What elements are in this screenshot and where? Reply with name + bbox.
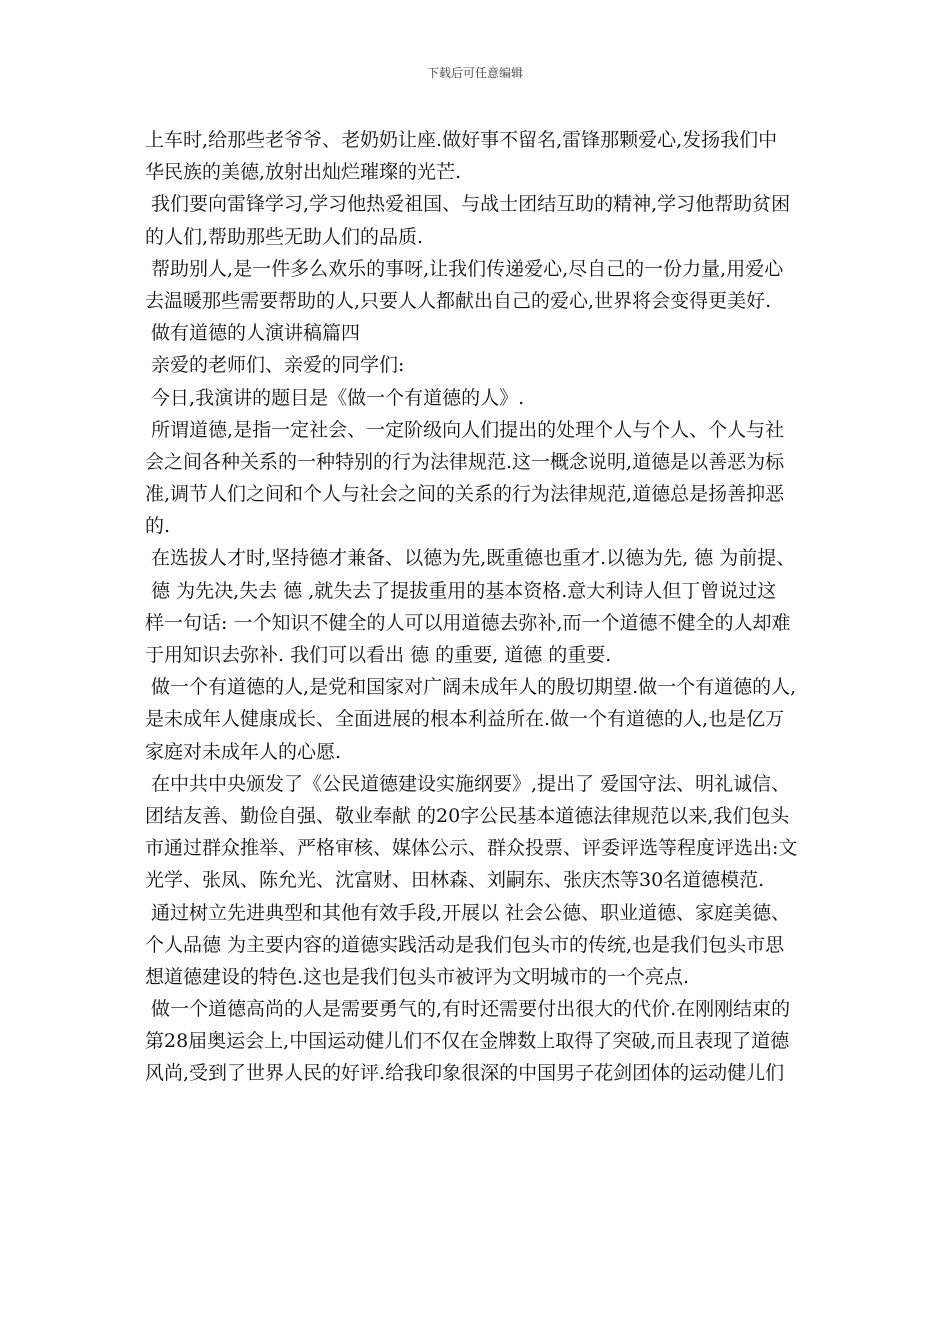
text-line: 去温暖那些需要帮助的人,只要人人都献出自己的爱心,世界将会变得更美好. [145,289,772,312]
text-line: 团结友善、勤俭自强、敬业奉献 的20字公民基本道德法律规范以来,我们包头 [145,804,790,827]
text-line: 今日,我演讲的题目是《做一个有道德的人》. [145,386,525,409]
text-line: 亲爱的老师们、亲爱的同学们: [145,354,405,377]
text-line: 在中共中央颁发了《公民道德建设实施纲要》,提出了 爱国守法、明礼诚信、 [145,772,791,795]
text-line: 光学、张凤、陈允光、沈富财、田林森、刘嗣东、张庆杰等30名道德模范. [145,869,765,892]
document-body [145,124,810,1090]
text-line: 会之间各种关系的一种特别的行为法律规范.这一概念说明,道德是以善恶为标 [145,450,785,473]
text-line: 风尚,受到了世界人民的好评.给我印象很深的中国男子花剑团体的运动健儿们 [145,1062,785,1085]
text-line: 想道德建设的特色.这也是我们包头市被评为文明城市的一个亮点. [145,965,690,988]
text-line: 所谓道德,是指一定社会、一定阶级向人们提出的处理个人与个人、个人与社 [145,418,785,441]
text-line: 做一个道德高尚的人是需要勇气的,有时还需要付出很大的代价.在刚刚结束的 [145,998,791,1021]
text-line: 样一句话: 一个知识不健全的人可以用道德去弥补,而一个道德不健全的人却难 [145,611,791,634]
text-line: 个人品德 为主要内容的道德实践活动是我们包头市的传统,也是我们包头市思 [145,933,785,956]
text-line: 家庭对未成年人的心愿. [145,740,342,763]
text-line: 的. [145,515,171,538]
text-line: 德 为先决,失去 德 ,就失去了提拔重用的基本资格.意大利诗人但丁曾说过这 [145,579,777,602]
text-line: 第28届奥运会上,中国运动健儿们不仅在金牌数上取得了突破,而且表现了道德 [145,1030,790,1053]
text-line: 做一个有道德的人,是党和国家对广阔未成年人的殷切期望.做一个有道德的人, [145,676,797,699]
text-line: 通过树立先进典型和其他有效手段,开展以 社会公德、职业道德、家庭美德、 [145,901,791,924]
text-line: 准,调节人们之间和个人与社会之间的关系的行为法律规范,道德总是扬善抑恶 [145,483,785,506]
text-line: 做有道德的人演讲稿篇四 [145,322,361,345]
text-line: 是未成年人健康成长、全面进展的根本利益所在.做一个有道德的人,也是亿万 [145,708,785,731]
text-line: 上车时,给那些老爷爷、老奶奶让座.做好事不留名,雷锋那颗爱心,发扬我们中 [145,129,778,151]
text-line: 于用知识去弥补. 我们可以看出 德 的重要, 道德 的重要. [145,644,612,666]
text-line: 市通过群众推举、严格审核、媒体公示、群众投票、评委评选等程度评选出:文 [145,837,798,860]
text-line: 在选拔人才时,坚持德才兼备、以德为先,既重德也重才.以德为先, 德 为前提、 [145,547,796,570]
text-line: 的人们,帮助那些无助人们的品质. [145,225,424,248]
page-header: 下载后可任意编辑 [426,66,523,80]
text-line: 我们要向雷锋学习,学习他热爱祖国、与战士团结互助的精神,学习他帮助贫困 [145,193,791,216]
text-line: 华民族的美德,放射出灿烂璀璨的光芒. [145,161,462,184]
text-line: 帮助别人,是一件多么欢乐的事呀,让我们传递爱心,尽自己的一份力量,用爱心 [145,257,784,280]
